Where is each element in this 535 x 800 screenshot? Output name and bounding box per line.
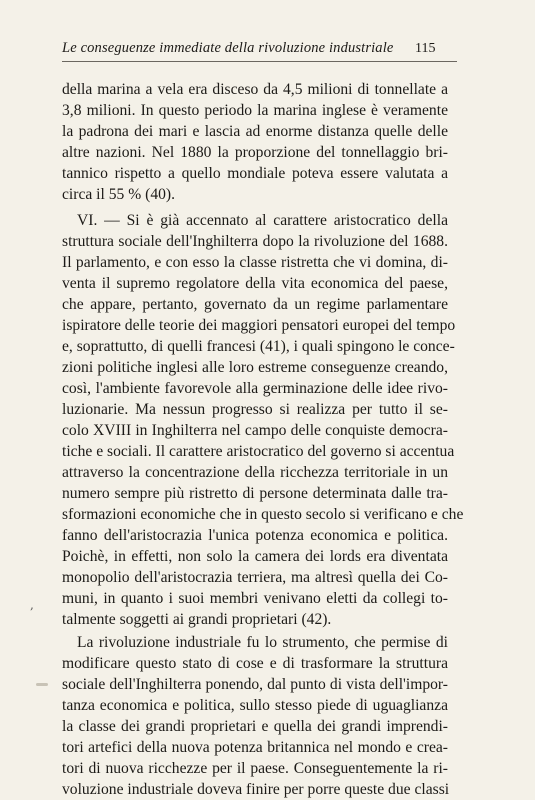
text-line: tori artefici della nuova potenza britannica nel mondo e crea- xyxy=(62,739,448,756)
text-line: sformazioni economiche che in questo secolo si verificano e che xyxy=(62,506,464,523)
text-line: così, l'ambiente favorevole alla germinazione delle idee rivo- xyxy=(62,380,448,397)
text-line: tiche e sociali. Il carattere aristocratico del governo si accentua xyxy=(62,443,455,460)
text-line: modificare questo stato di cose e di trasformare la struttura xyxy=(62,655,448,672)
scan-smudge xyxy=(36,683,48,686)
text-line: tori di nuova ricchezze per il paese. Conseguentemente la ri- xyxy=(62,760,448,777)
text-line: Il parlamento, e con esso la classe ristretta che vi domina, di- xyxy=(62,254,448,271)
text-line: muni, in quanto i suoi membri venivano eletti da collegi to- xyxy=(62,590,448,607)
margin-mark: , xyxy=(30,598,34,612)
text-line: attraverso la concentrazione della ricchezza territoriale in un xyxy=(62,464,448,481)
text-line: colo XVIII in Inghilterra nel campo delle conquiste democra- xyxy=(62,422,448,439)
text-line: luzionarie. Ma nessun progresso si realizza per tutto il se- xyxy=(62,401,448,418)
text-line: circa il 55 % (40). xyxy=(62,186,176,203)
text-line: talmente soggetti ai grandi proprietari (42). xyxy=(62,611,332,628)
text-line: che appare, pertanto, governato da un regime parlamentare xyxy=(62,296,448,313)
text-line: numero sempre più ristretto di persone determinata dalle tra- xyxy=(62,485,448,502)
text-line: sociale dell'Inghilterra ponendo, dal punto di vista dell'impor- xyxy=(62,676,448,693)
text-line: struttura sociale dell'Inghilterra dopo la rivoluzione del 1688. xyxy=(62,233,448,250)
running-header: Le conseguenze immediate della rivoluzione industriale xyxy=(62,40,394,56)
text-line: la padrona dei mari e lascia ad enorme distanza quelle delle xyxy=(62,123,448,140)
text-line: tannico rispetto a quello mondiale poteva essere valutata a xyxy=(62,165,448,182)
text-line: zioni politiche inglesi alle loro estreme conseguenze creando, xyxy=(62,359,448,376)
text-line: voluzione industriale doveva finire per porre queste due classi xyxy=(62,781,450,798)
text-line: fanno dell'aristocrazia l'unica potenza economica e politica. xyxy=(62,527,448,544)
text-line: monopolio dell'aristocrazia terriera, ma altresì quella dei Co- xyxy=(62,569,448,586)
text-line: ispiratore delle teorie dei maggiori pensatori europei del tempo xyxy=(62,317,456,334)
text-line: La rivoluzione industriale fu lo strumento, che permise di xyxy=(77,634,448,651)
text-line: della marina a vela era disceso da 4,5 milioni di tonnellate a xyxy=(62,81,448,98)
text-line: venta il supremo regolatore della vita economica del paese, xyxy=(62,275,448,292)
text-line: e, soprattutto, di quelli francesi (41), i quali spingono le conce- xyxy=(62,338,455,355)
text-line: Poichè, in effetti, non solo la camera dei lords era diventata xyxy=(62,548,448,565)
header-rule xyxy=(62,61,457,62)
text-line: 3,8 milioni. In questo periodo la marina inglese è veramente xyxy=(62,102,448,119)
text-line: tanza economica e politica, sullo stesso piede di uguaglianza xyxy=(62,697,448,714)
text-line: VI. — Si è già accennato al carattere aristocratico della xyxy=(77,212,448,229)
page-number: 115 xyxy=(415,41,436,56)
text-line: altre nazioni. Nel 1880 la proporzione del tonnellaggio bri- xyxy=(62,144,448,161)
text-line: la classe dei grandi proprietari e quella dei grandi imprendi- xyxy=(62,718,448,735)
